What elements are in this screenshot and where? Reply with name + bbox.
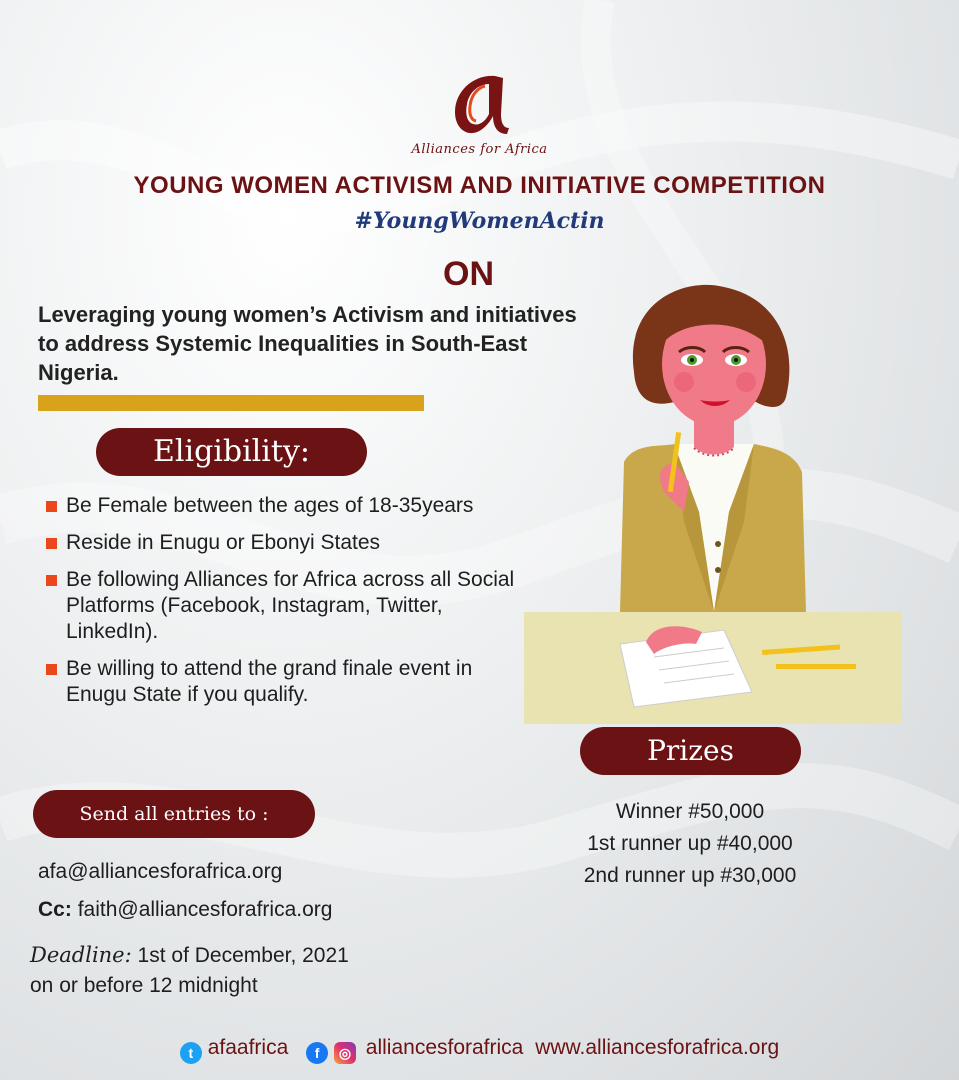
deadline-time: on or before 12 midnight <box>30 974 258 997</box>
send-entries-heading: Send all entries to : <box>33 790 315 838</box>
eligibility-heading: Eligibility: <box>96 428 367 476</box>
prizes-list <box>560 796 820 892</box>
cc-email[interactable]: faith@alliancesforafrica.org <box>77 898 333 921</box>
list-item: Be following Alliances for Africa across all Social Platforms (Facebook, Instagram, Twitter, LinkedIn). <box>46 567 526 645</box>
cc-label: Cc: <box>38 898 72 921</box>
list-item: Be willing to attend the grand finale event in Enugu State if you qualify. <box>46 656 526 708</box>
logo <box>0 70 959 157</box>
eligibility-list <box>46 493 526 719</box>
list-item: Be Female between the ages of 18-35years <box>46 493 526 519</box>
logo-text: Alliances for Africa <box>411 142 548 157</box>
footer <box>0 1036 959 1064</box>
on-label: ON <box>443 255 494 293</box>
woman-at-desk-illustration <box>524 282 904 727</box>
deadline-label: Deadline: <box>30 943 132 967</box>
list-item: Reside in Enugu or Ebonyi States <box>46 530 526 556</box>
bullet-icon <box>46 664 57 675</box>
twitter-icon[interactable]: t <box>180 1042 202 1064</box>
website-link[interactable]: www.alliancesforafrica.org <box>535 1036 780 1059</box>
list-item: 2nd runner up #30,000 <box>583 864 797 887</box>
gold-divider <box>38 395 424 411</box>
list-item: Winner #50,000 <box>615 800 765 823</box>
bullet-icon <box>46 575 57 586</box>
facebook-icon[interactable]: f <box>306 1042 328 1064</box>
lead-text: Leveraging young women’s Activism and initiatives to address Systemic Inequalities in South-East Nigeria. <box>38 302 577 385</box>
alliances-logo-icon <box>445 70 515 142</box>
instagram-icon[interactable]: ◎ <box>334 1042 356 1064</box>
page-title: YOUNG WOMEN ACTIVISM AND INITIATIVE COMPETITION <box>133 172 826 199</box>
twitter-handle[interactable]: afaafrica <box>207 1036 289 1059</box>
deadline <box>30 940 390 1001</box>
list-item: 1st runner up #40,000 <box>587 832 793 855</box>
cc-line <box>38 898 332 922</box>
hashtag: #YoungWomenActin <box>354 208 605 234</box>
bullet-icon <box>46 501 57 512</box>
deadline-date: 1st of December, 2021 <box>137 944 349 967</box>
entry-email[interactable]: afa@alliancesforafrica.org <box>38 860 283 883</box>
prizes-heading: Prizes <box>580 727 801 775</box>
social-handle[interactable]: alliancesforafrica <box>365 1036 524 1059</box>
bullet-icon <box>46 538 57 549</box>
